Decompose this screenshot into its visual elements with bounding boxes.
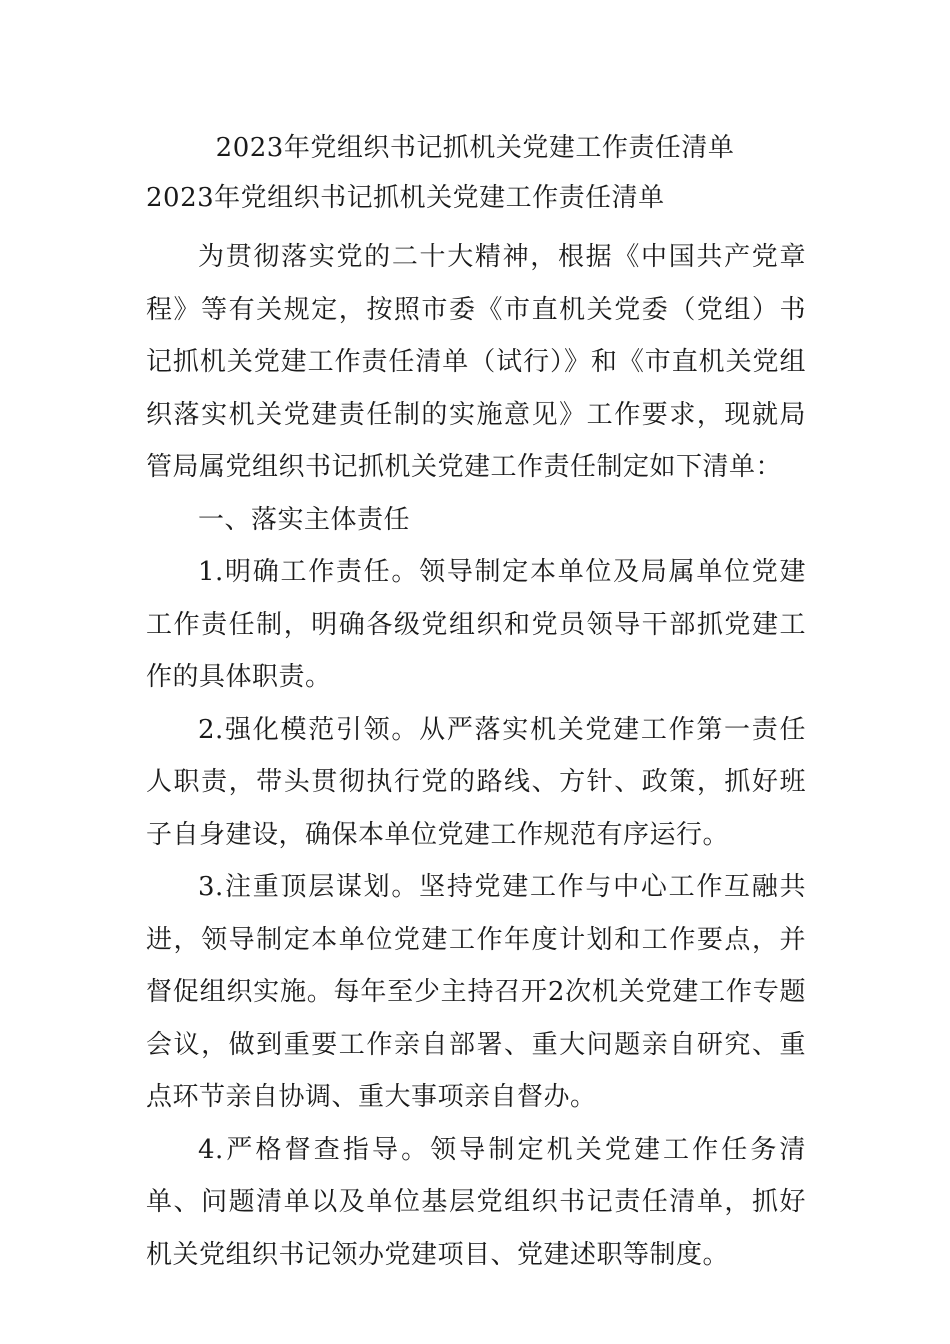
section-heading: 一、落实主体责任 bbox=[198, 504, 411, 535]
document-subtitle: 2023年党组织书记抓机关党建工作责任清单 bbox=[146, 183, 665, 213]
document-title: 2023年党组织书记抓机关党建工作责任清单 bbox=[215, 133, 735, 163]
list-item: 3.注重顶层谋划。坚持党建工作与中心工作互融共进，领导制定本单位党建工作年度计划和工作要点，并督促组织实施。每年至少主持召开2次机关党建工作专题会议，做到重要工作亲自部署、重大问题亲自研究、重点环节亲自协调、重大事项亲自督办。 bbox=[146, 872, 806, 1112]
list-item: 1.明确工作责任。领导制定本单位及局属单位党建工作责任制，明确各级党组织和党员领导干部抓党建工作的具体职责。 bbox=[146, 557, 806, 692]
intro-paragraph: 为贯彻落实党的二十大精神，根据《中国共产党章程》等有关规定，按照市委《市直机关党委（党组）书记抓机关党建工作责任清单（试行）》和《市直机关党组织落实机关党建责任制的实施意见》工作要求，现就局管局属党组织书记抓机关党建工作责任制定如下清单： bbox=[146, 242, 806, 482]
list-item: 2.强化模范引领。从严落实机关党建工作第一责任人职责，带头贯彻执行党的路线、方针、政策，抓好班子自身建设，确保本单位党建工作规范有序运行。 bbox=[146, 714, 806, 850]
document-body bbox=[146, 231, 806, 1281]
list-item: 4.严格督查指导。领导制定机关党建工作任务清单、问题清单以及单位基层党组织书记责任清单，抓好机关党组织书记领办党建项目、党建述职等制度。 bbox=[146, 1134, 806, 1270]
